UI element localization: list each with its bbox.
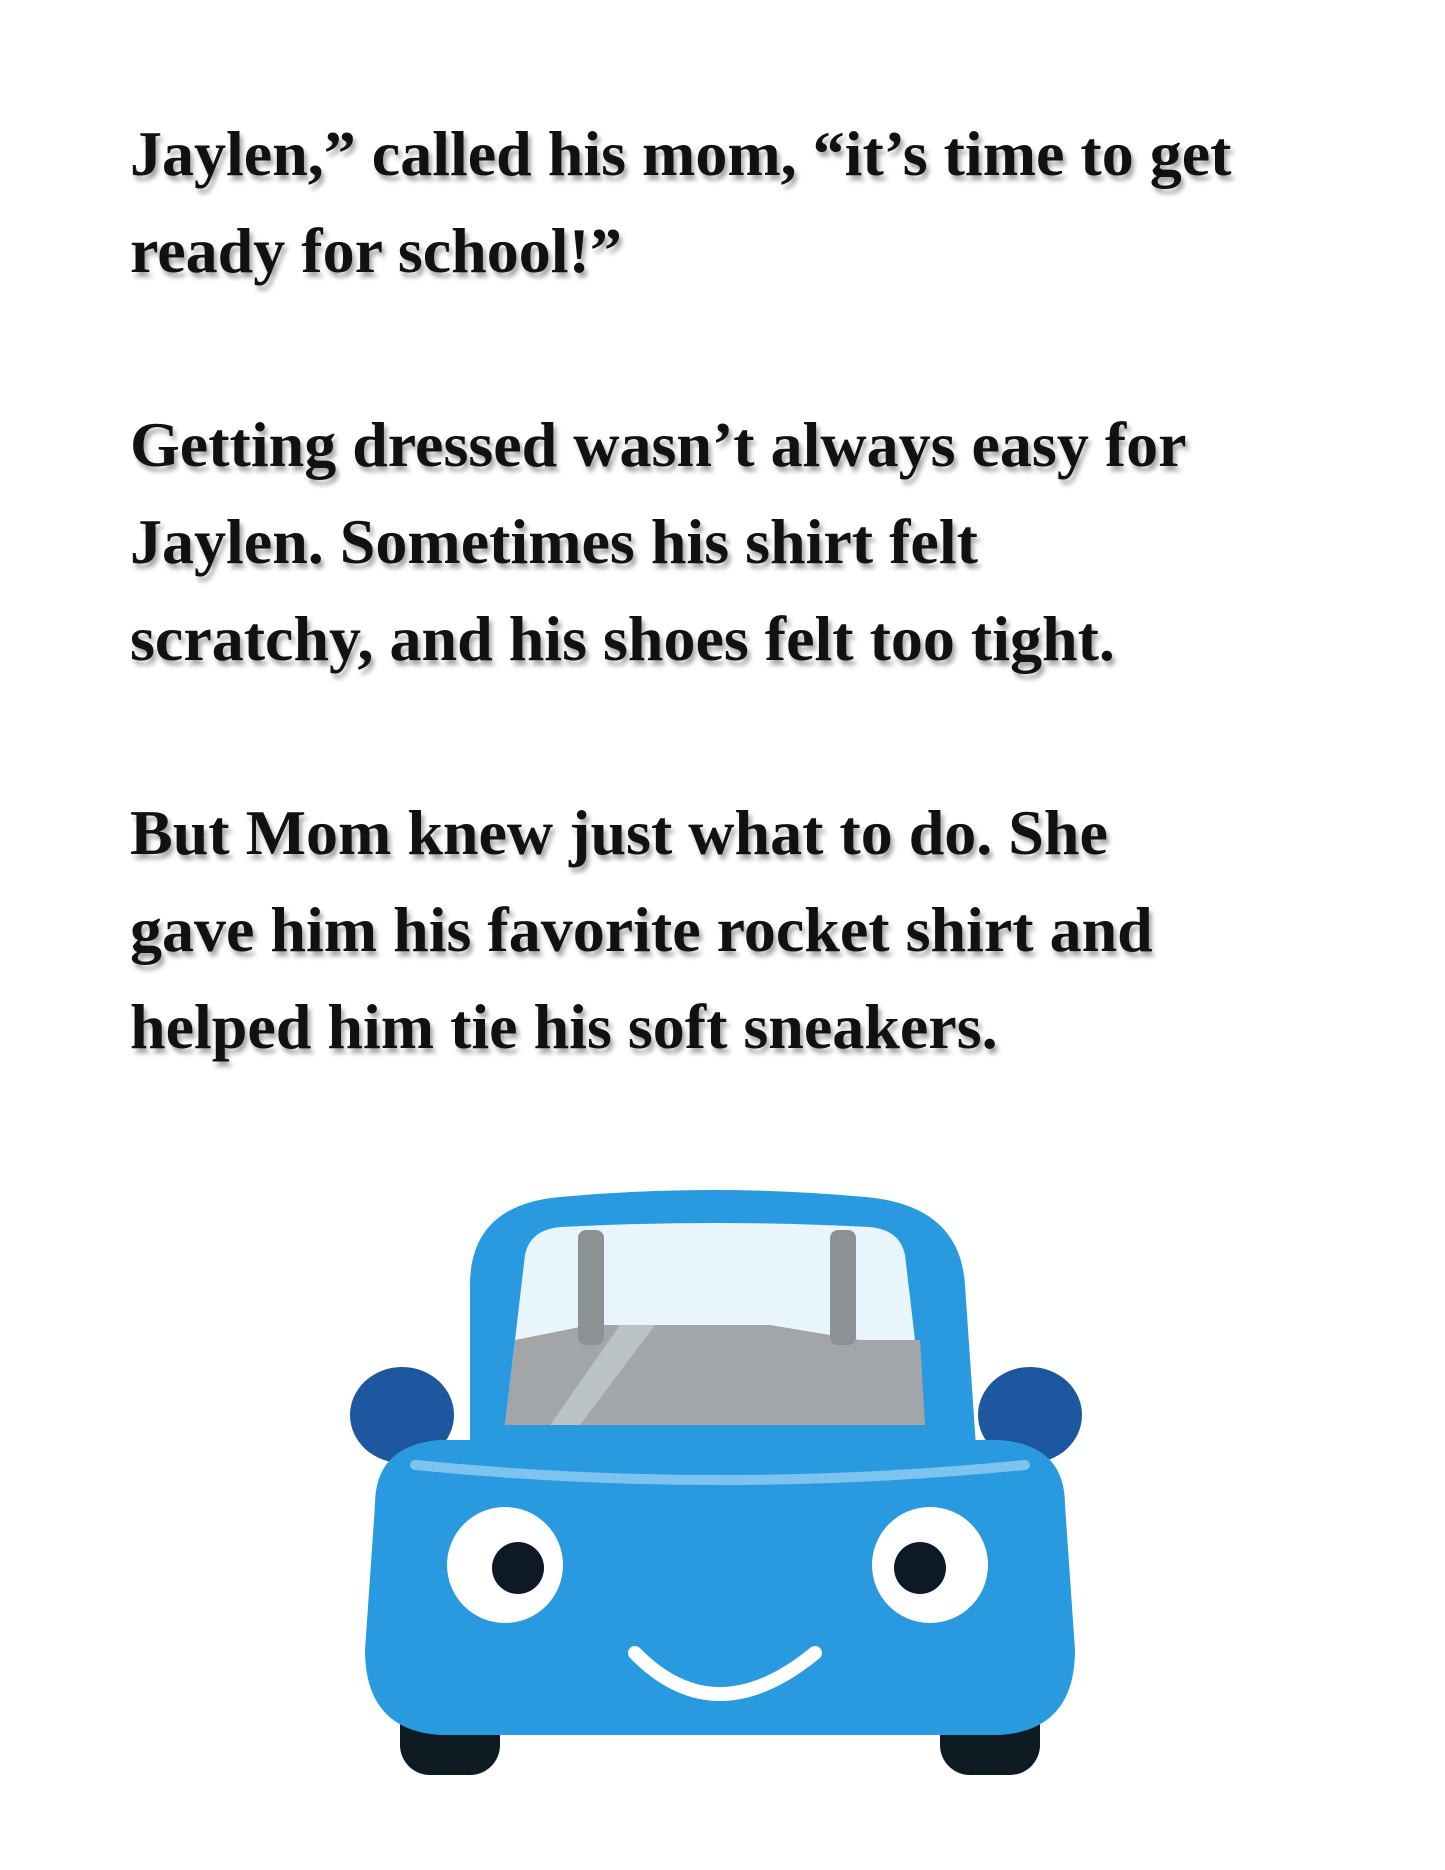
windshield-pillar-left [578, 1230, 604, 1345]
story-paragraph-1 [130, 105, 1350, 299]
right-pupil [894, 1542, 946, 1594]
story-line: Jaylen. Sometimes his shirt felt [130, 506, 978, 577]
left-pupil [492, 1542, 544, 1594]
windshield-pillar-right [830, 1230, 856, 1345]
story-paragraph-2 [130, 396, 1350, 687]
story-line: helped him tie his soft sneakers. [130, 991, 998, 1062]
story-line: ready for school!” [130, 215, 622, 286]
story-paragraph-3 [130, 784, 1350, 1075]
story-line: Getting dressed wasn’t always easy for [130, 409, 1187, 480]
story-text [130, 105, 1350, 1075]
story-line: Jaylen,” called his mom, “it’s time to get [130, 118, 1232, 189]
story-line: scratchy, and his shoes felt too tight. [130, 603, 1115, 674]
story-line: But Mom knew just what to do. She [130, 797, 1108, 868]
smiling-car-illustration [320, 1175, 1110, 1775]
smiling-car-icon [320, 1175, 1110, 1775]
story-line: gave him his favorite rocket shirt and [130, 894, 1153, 965]
